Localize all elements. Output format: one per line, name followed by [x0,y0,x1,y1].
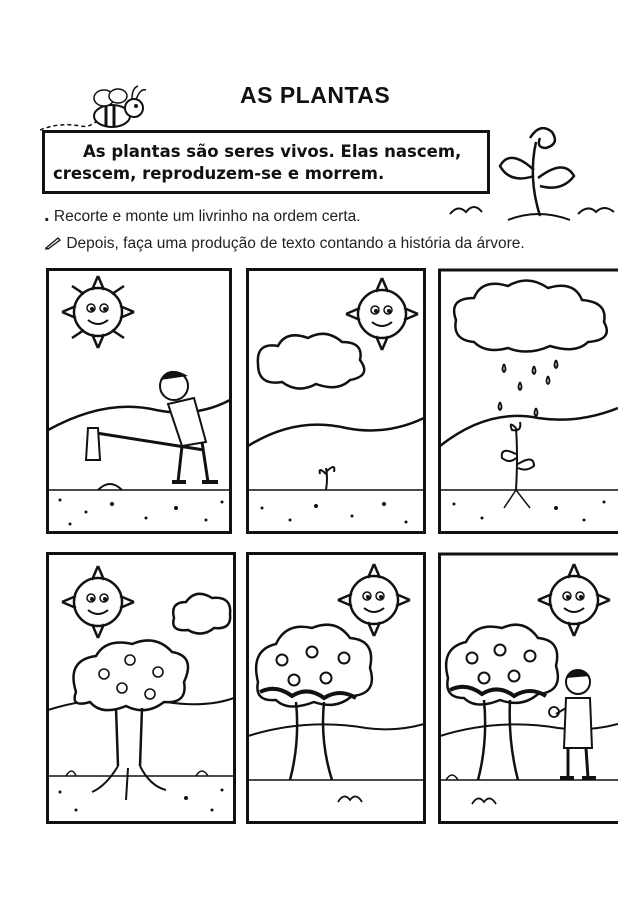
panel-rain [438,268,618,534]
panel-harvest [438,552,618,824]
sun-icon [62,276,134,348]
intro-line-2: crescem, reproduzem-se e morrem. [53,164,385,183]
intro-line-1: As plantas são seres vivos. Elas nascem, [83,142,462,161]
instruction-2-text: Depois, faça uma produção de texto contando a história da árvore. [66,235,525,252]
instruction-1 [44,204,361,226]
page-title: AS PLANTAS [240,82,391,108]
panel-sprout [246,268,426,534]
panel-planting-seed [46,268,232,534]
bee-icon [40,78,160,138]
panel-flowering-tree [46,552,236,824]
panel-fruit-tree [246,552,426,824]
intro-box [42,130,490,194]
pencil-icon [44,236,62,250]
instruction-2 [44,235,525,253]
instruction-bullet: . [44,204,50,226]
sprout-icon [448,118,618,230]
instruction-1-text: Recorte e monte um livrinho na ordem certa. [53,208,361,225]
